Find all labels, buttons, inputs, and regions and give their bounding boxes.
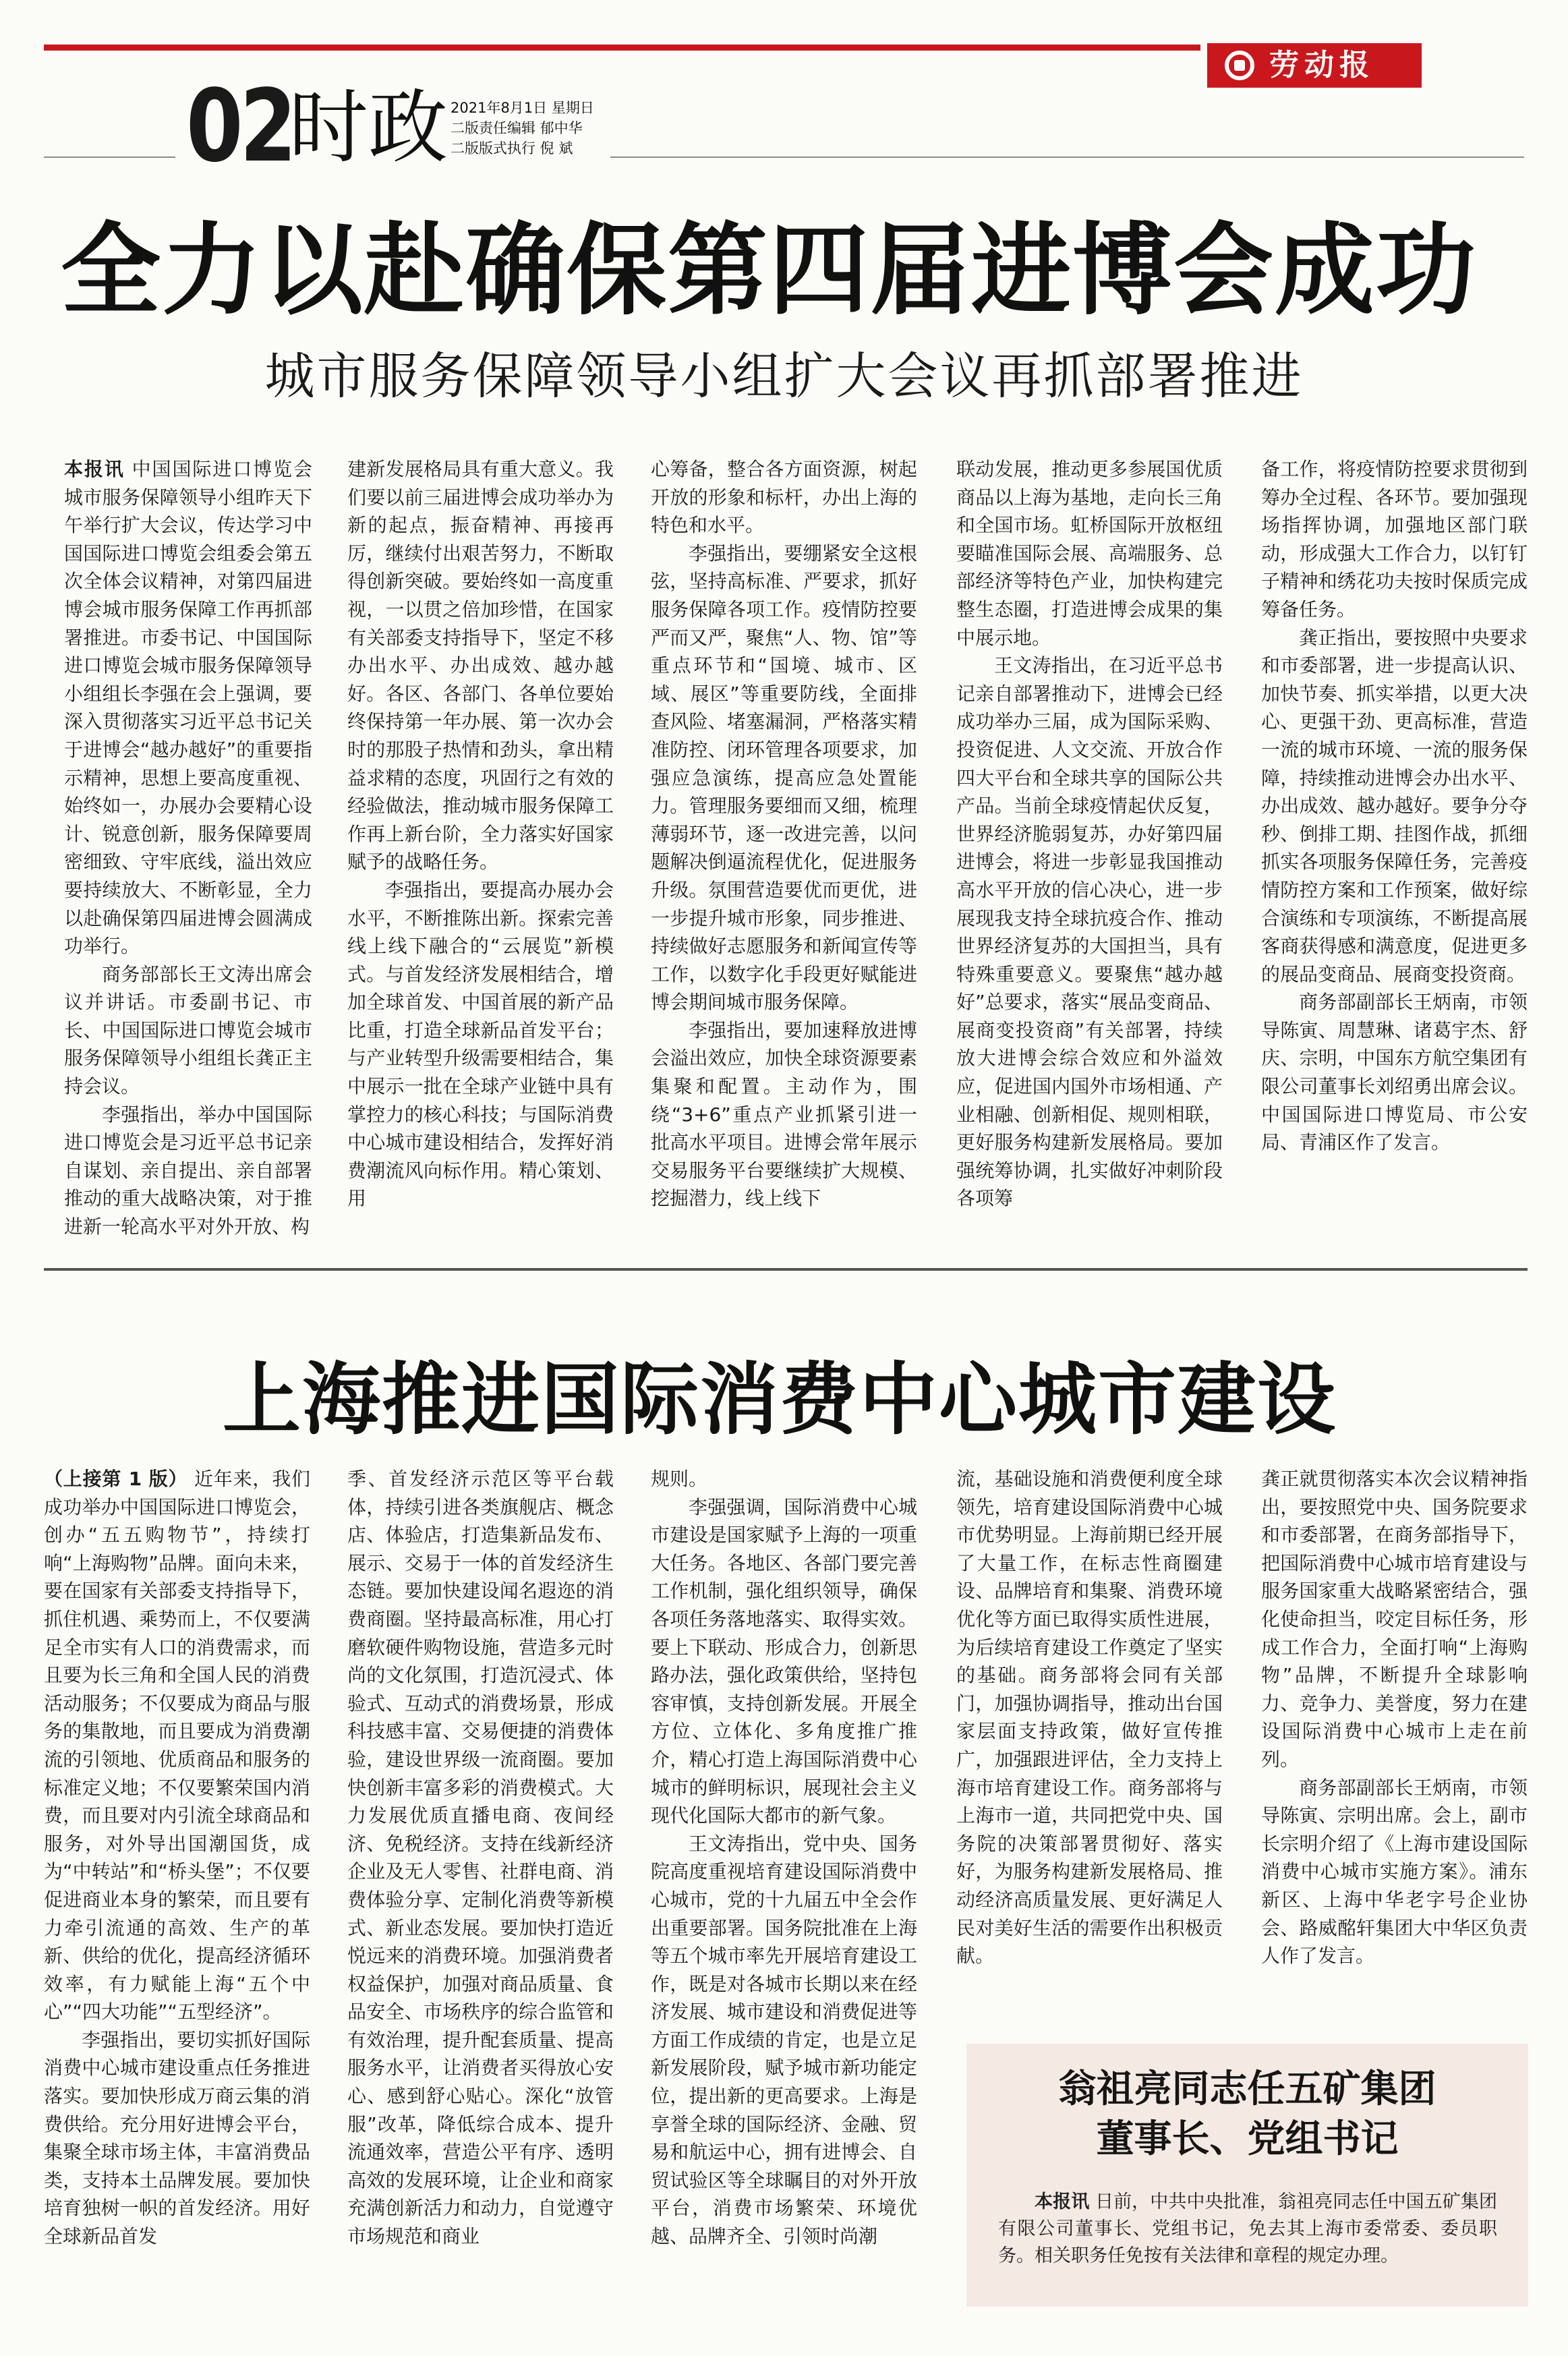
- article1-column-3: [651, 455, 917, 1213]
- brief-title-line-1: 翁祖亮同志任五矿集团: [1058, 2067, 1436, 2111]
- article1-paragraph: 商务部副部长王炳南，市领导陈寅、周慧琳、诸葛宇杰、舒庆、宗明，中国东方航空集团有限公司董事长刘绍勇出席会议。中国国际进口博览局、市公安局、青浦区作了发言。: [1261, 991, 1528, 1154]
- section-name: 时政: [289, 81, 448, 174]
- paper-name: 劳动报: [1269, 48, 1374, 82]
- article1-paragraph: 联动发展，推动更多参展国优质商品以上海为基地，走向长三角和全国市场。虹桥国际开放枢纽要瞄准国际会展、高端服务、总部经济等特色产业，加快构建完整生态圈，打造进博会成果的集中展示地。: [956, 458, 1223, 649]
- date-line: 2021年8月1日 星期日: [451, 100, 594, 116]
- article1-paragraph: 王文涛指出，在习近平总书记亲自部署推动下，进博会已经成功举办三届，成为国际采购、投资促进、人文交流、开放合作四大平台和全球共享的国际公共产品。当前全球疫情起伏反复，世界经济脆弱复苏，办好第四届进博会，将进一步彰显我国推动高水平开放的信心决心，进一步展现我支持全球抗疫合作、推动世界经济复苏的大国担当，具有特殊重要意义。要聚焦“越办越好”总要求，落实“展品变商品、展商变投资商”有关部署，持续放大进博会综合效应和外溢效应，促进国内国外市场相通、产业相融、创新相促、规则相联，更好服务构建新发展格局。要加强统筹协调，扎实做好冲刺阶段各项筹: [956, 654, 1223, 1210]
- article2-paragraph: 李强指出，要切实抓好国际消费中心城市建设重点任务推进落实。要加快形成万商云集的消费供给。充分用好进博会平台，集聚全球市场主体，丰富消费品类，支持本土品牌发展。要加快培育独树一帜的首发经济。用好全球新品首发: [44, 2028, 310, 2248]
- article2-paragraph: 规则。: [651, 1468, 708, 1490]
- article2-column-3: [651, 1465, 917, 2251]
- article2-paragraph: 商务部副部长王炳南，市领导陈寅、宗明出席。会上，副市长宗明介绍了《上海市建设国际消费中心城市实施方案》。浦东新区、上海中华老字号企业协会、路威酩轩集团大中华区负责人作了发言。: [1261, 1776, 1528, 1967]
- article2-column-5: [1261, 1465, 1528, 1970]
- article2-paragraph: 近年来，我们成功举办中国国际进口博览会，创办“五五购物节”，持续打响“上海购物”品牌。面向未来，要在国家有关部委支持指导下，抓住机遇、乘势而上，不仅要满足全市实有人口的消费需求，而且要为长三角和全国人民的消费活动服务；不仅要成为商品与服务的集散地，而且要成为消费潮流的引领地、优质商品和服务的标准定义地；不仅要繁荣国内消费，而且要对内引流全球商品和服务，对外导出国潮国货，成为“中转站”和“桥头堡”；不仅要促进商业本身的繁荣，而且要有力牵引流通的高效、生产的革新、供给的优化，提高经济循环效率，有力赋能上海“五个中心”“四大功能”“五型经济”。: [44, 1468, 310, 2023]
- article1-headline: 全力以赴确保第四届进博会成功: [61, 211, 1477, 328]
- article1-paragraph: 李强指出，要绷紧安全这根弦，坚持高标准、严要求，抓好服务保障各项工作。疫情防控要严而又严，聚焦“人、物、馆”等重点环节和“国境、城市、区域、展区”等重要防线，全面排查风险、堵塞漏洞，严格落实精准防控、闭环管理各项要求，加强应急演练，提高应急处置能力。管理服务要细而又细，梳理薄弱环节，逐一改进完善，以问题解决倒逼流程优化，促进服务升级。氛围营造要优而更优，进一步提升城市形象，同步推进、持续做好志愿服务和新闻宣传等工作，以数字化手段更好赋能进博会期间城市服务保障。: [651, 542, 917, 1014]
- article2-paragraph: 李强强调，国际消费中心城市建设是国家赋予上海的一项重大任务。各地区、各部门要完善工作机制，强化组织领导，确保各项任务落地落实、取得实效。要上下联动、形成合力，创新思路办法，强化政策供给，坚持包容审慎，支持创新发展。开展全方位、立体化、多角度推广推介，精心打造上海国际消费中心城市的鲜明标识，展现社会主义现代化国际大都市的新气象。: [651, 1495, 917, 1827]
- masthead-logo: [1207, 43, 1422, 88]
- page-number: 02: [186, 68, 294, 184]
- laodongbao-logo-icon: [1225, 51, 1254, 80]
- article2-paragraph: 王文涛指出，党中央、国务院高度重视培育建设国际消费中心城市，党的十九届五中全会作出重要部署。国务院批准在上海等五个城市率先开展培育建设工作，既是对各城市长期以来在经济发展、城市建设和消费促进等方面工作成绩的肯定，也是立足新发展阶段，赋予城市新功能定位，提出新的更高要求。上海是享誉全球的国际经济、金融、贸易和航运中心，拥有进博会、自贸试验区等全球瞩目的对外开放平台，消费市场繁荣、环境优越、品牌齐全、引领时尚潮: [651, 1832, 917, 2248]
- article2-lead: （上接第 1 版）: [44, 1468, 188, 1490]
- article1-subheadline: 城市服务保障领导小组扩大会议再抓部署推进: [264, 347, 1304, 405]
- article2-column-4: [956, 1465, 1223, 1970]
- brief-body: [998, 2189, 1497, 2270]
- article1-paragraph: 心筹备，整合各方面资源，树起开放的形象和标杆，办出上海的特色和水平。: [651, 458, 917, 537]
- article1-paragraph: 中国国际进口博览会城市服务保障领导小组昨天下午举行扩大会议，传达学习中国国际进口博览会组委会第五次全体会议精神，对第四届进博会城市服务保障工作再抓部署推进。市委书记、中国国际进口博览会城市服务保障领导小组组长李强在会上强调，要深入贯彻落实习近平总书记关于进博会“越办越好”的重要指示精神，思想上要高度重视、始终如一，办展办会要精心设计、锐意创新，服务保障要周密细致、守牢底线，溢出效应要持续放大、不断彰显，全力以赴确保第四届进博会圆满成功举行。: [64, 458, 312, 958]
- article2-paragraph: 季、首发经济示范区等平台载体，持续引进各类旗舰店、概念店、体验店，打造集新品发布、展示、交易于一体的首发经济生态链。要加快建设闻名遐迩的消费商圈。坚持最高标准，用心打磨软硬件购物设施，营造多元时尚的文化氛围，打造沉浸式、体验式、互动式的消费场景，形成科技感丰富、交易便捷的消费体验，建设世界级一流商圈。要加快创新丰富多彩的消费模式。大力发展优质直播电商、夜间经济、免税经济。支持在线新经济企业及无人零售、社群电商、消费体验分享、定制化消费等新模式、新业态发展。要加快打造近悦远来的消费环境。加强消费者权益保护，加强对商品质量、食品安全、市场秩序的综合监管和有效治理，提升配套质量、提高服务水平，让消费者买得放心安心、感到舒心贴心。深化“放管服”改革，降低综合成本、提升流通效率，营造公平有序、透明高效的发展环境，让企业和商家充满创新活力和动力，自觉遵守市场规范和商业: [347, 1468, 614, 2248]
- article1-lead: 本报讯: [64, 458, 125, 480]
- article2-paragraph: 流，基础设施和消费便利度全球领先，培育建设国际消费中心城市优势明显。上海前期已经开展了大量工作，在标志性商圈建设、品牌培育和集聚、消费环境优化等方面已取得实质性进展，为后续培育建设工作奠定了坚实的基础。商务部将会同有关部门，加强协调指导，推动出台国家层面支持政策，做好宣传推广，加强跟进评估，全力支持上海市培育建设工作。商务部将与上海市一道，共同把党中央、国务院的决策部署贯彻好、落实好，为服务构建新发展格局、推动经济高质量发展、更好满足人民对美好生活的需要作出积极贡献。: [956, 1468, 1223, 1967]
- article1-paragraph: 商务部部长王文涛出席会议并讲话。市委副书记、市长、中国国际进口博览会城市服务保障领导小组组长龚正主持会议。: [64, 962, 312, 1098]
- article1-paragraph: 建新发展格局具有重大意义。我们要以前三届进博会成功举办为新的起点，振奋精神、再接再厉，继续付出艰苦努力，不断取得创新突破。要始终如一高度重视，一以贯之倍加珍惜，在国家有关部委支持指导下，坚定不移办出水平、办出成效、越办越好。各区、各部门、各单位要始终保持第一年办展、第一次办会时的那股子热情和劲头，拿出精益求精的态度，巩固行之有效的经验做法，推动城市服务保障工作再上新台阶，全力落实好国家赋予的战略任务。: [347, 458, 614, 873]
- brief-title: [966, 2064, 1528, 2164]
- article1-paragraph: 李强指出，要加速释放进博会溢出效应，加快全球资源要素集聚和配置。主动作为，围绕“3+6”重点产业抓紧引进一批高水平项目。进博会常年展示交易服务平台要继续扩大规模、挖掘潜力，线上线下: [651, 1018, 917, 1210]
- article2-column-2: [347, 1465, 614, 2251]
- masthead-left-rule: [44, 156, 175, 158]
- article1-paragraph: 李强指出，举办中国国际进口博览会是习近平总书记亲自谋划、亲自提出、亲自部署推动的重大战略决策，对于推进新一轮高水平对外开放、构: [64, 1103, 312, 1238]
- editor-line: 二版责任编辑 郁中华: [451, 120, 583, 136]
- article2-headline: 上海推进国际消费中心城市建设: [223, 1354, 1337, 1445]
- masthead-right-rule: [610, 156, 1524, 158]
- article1-column-5: [1261, 455, 1528, 1157]
- top-red-rule: [44, 45, 1200, 51]
- article-separator: [44, 1268, 1528, 1271]
- article1-paragraph: 龚正指出，要按照中央要求和市委部署，进一步提高认识、加快节奏、抓实举措，以更大决心、更强干劲、更高标准，营造一流的城市环境、一流的服务保障，持续推动进博会办出水平、办出成效、越办越好。要争分夺秒、倒排工期、挂图作战，抓细抓实各项服务保障任务，完善疫情防控方案和工作预案，做好综合演练和专项演练，不断提高展客商获得感和满意度，促进更多的展品变商品、展商变投资商。: [1261, 626, 1528, 985]
- article1-column-2: [347, 455, 614, 1213]
- designer-line: 二版版式执行 倪 斌: [451, 140, 573, 156]
- article2-paragraph: 龚正就贯彻落实本次会议精神指出，要按照党中央、国务院要求和市委部署，在商务部指导下，把国际消费中心城市培育建设与服务国家重大战略紧密结合，强化使命担当，咬定目标任务，形成工作合力，全面打响“上海购物”品牌，不断提升全球影响力、竞争力、美誉度，努力在建设国际消费中心城市上走在前列。: [1261, 1468, 1528, 1771]
- article1-paragraph: 备工作，将疫情防控要求贯彻到筹办全过程、各环节。要加强现场指挥协调，加强地区部门联动，形成强大工作合力，以钉钉子精神和绣花功夫按时保质完成筹备任务。: [1261, 458, 1528, 621]
- article1-column-4: [956, 455, 1223, 1213]
- article2-column-1: [44, 1465, 310, 2251]
- brief-title-line-2: 董事长、党组书记: [1096, 2117, 1399, 2161]
- brief-lead: 本报讯: [1035, 2191, 1090, 2212]
- brief-text: 日前，中共中央批准，翁祖亮同志任中国五矿集团有限公司董事长、党组书记，免去其上海市委常委、委员职务。相关职务任免按有关法律和章程的规定办理。: [998, 2191, 1498, 2266]
- article1-column-1: [64, 455, 312, 1241]
- article1-paragraph: 李强指出，要提高办展办会水平，不断推陈出新。探索完善线上线下融合的“云展览”新模式。与首发经济发展相结合，增加全球首发、中国首展的新产品比重，打造全球新品首发平台；与产业转型升级需要相结合，集中展示一批在全球产业链中具有掌控力的核心科技；与国际消费中心城市建设相结合，发挥好消费潮流风向标作用。精心策划、用: [347, 878, 614, 1210]
